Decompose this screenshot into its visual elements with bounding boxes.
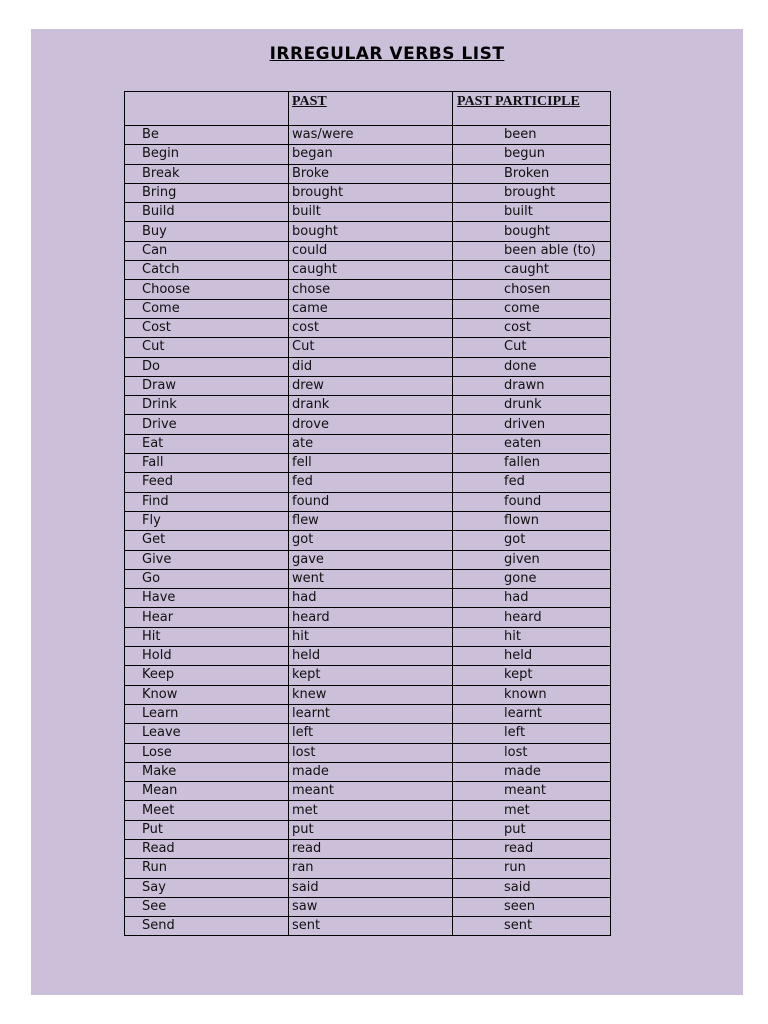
verb-base-form: Drink [125,396,289,415]
verb-base-form: Fall [125,454,289,473]
table-row [125,299,611,318]
verb-past-participle: meant [453,782,611,801]
verb-base-form: Buy [125,222,289,241]
verb-past: ate [289,434,453,453]
table-row [125,396,611,415]
verb-base-form: Catch [125,261,289,280]
verb-past-participle: run [453,859,611,878]
verb-past: left [289,724,453,743]
verb-past-participle: eaten [453,434,611,453]
verb-past-participle: found [453,492,611,511]
verb-base-form: Bring [125,183,289,202]
verb-past-participle: known [453,685,611,704]
header-past: PAST [289,92,453,126]
verb-past-participle: made [453,762,611,781]
table-row [125,145,611,164]
verb-past-participle: fallen [453,454,611,473]
verb-past-participle: seen [453,897,611,916]
table-row [125,569,611,588]
table-row [125,878,611,897]
table-row [125,666,611,685]
verb-past-participle: sent [453,917,611,936]
verb-base-form: Learn [125,704,289,723]
verb-past-participle: Broken [453,164,611,183]
verb-base-form: Break [125,164,289,183]
verb-past: came [289,299,453,318]
verb-past: cost [289,318,453,337]
verb-past: knew [289,685,453,704]
verb-past: sent [289,917,453,936]
table-row [125,318,611,337]
verb-base-form: Run [125,859,289,878]
header-base-form [125,92,289,126]
table-row [125,801,611,820]
table-row [125,454,611,473]
verb-base-form: Cost [125,318,289,337]
table-row [125,280,611,299]
table-row [125,647,611,666]
verb-past: learnt [289,704,453,723]
verb-past: flew [289,511,453,530]
verb-past: found [289,492,453,511]
verb-base-form: Do [125,357,289,376]
verb-past: drove [289,415,453,434]
verb-base-form: Leave [125,724,289,743]
verb-past-participle: met [453,801,611,820]
verb-past-participle: lost [453,743,611,762]
verb-past: went [289,569,453,588]
verb-past: built [289,203,453,222]
table-row [125,704,611,723]
verb-base-form: Give [125,550,289,569]
verb-base-form: Find [125,492,289,511]
verb-past: began [289,145,453,164]
verb-past-participle: gone [453,569,611,588]
table-row [125,126,611,145]
verb-past: kept [289,666,453,685]
verb-base-form: Feed [125,473,289,492]
verb-base-form: Go [125,569,289,588]
verb-past: caught [289,261,453,280]
verb-past-participle: heard [453,608,611,627]
verb-base-form: Meet [125,801,289,820]
table-row [125,917,611,936]
verb-past-participle: caught [453,261,611,280]
verb-past: got [289,531,453,550]
table-row [125,782,611,801]
table-row [125,627,611,646]
document-page [31,29,743,995]
verb-past: gave [289,550,453,569]
verb-past: lost [289,743,453,762]
verb-base-form: Begin [125,145,289,164]
verb-base-form: Drive [125,415,289,434]
verb-base-form: Keep [125,666,289,685]
verb-past: ran [289,859,453,878]
verb-base-form: Put [125,820,289,839]
verb-base-form: Draw [125,376,289,395]
verb-past: made [289,762,453,781]
verb-past: meant [289,782,453,801]
verb-base-form: Be [125,126,289,145]
verb-past-participle: kept [453,666,611,685]
verb-past-participle: come [453,299,611,318]
table-row [125,839,611,858]
verb-past-participle: had [453,589,611,608]
verb-past-participle: been [453,126,611,145]
verb-past-participle: driven [453,415,611,434]
verb-past: met [289,801,453,820]
verb-base-form: Make [125,762,289,781]
verb-past: said [289,878,453,897]
verb-base-form: Read [125,839,289,858]
verb-past-participle: read [453,839,611,858]
verb-past-participle: built [453,203,611,222]
verb-base-form: Know [125,685,289,704]
verb-past: brought [289,183,453,202]
verb-past-participle: been able (to) [453,241,611,260]
header-past-participle: PAST PARTICIPLE [453,92,611,126]
table-row [125,261,611,280]
verb-past-participle: said [453,878,611,897]
table-row [125,492,611,511]
table-row [125,511,611,530]
page-title: IRREGULAR VERBS LIST [269,44,505,64]
verb-past: had [289,589,453,608]
verb-past: hit [289,627,453,646]
verb-base-form: See [125,897,289,916]
verb-past: Cut [289,338,453,357]
verb-past: drank [289,396,453,415]
verb-past-participle: given [453,550,611,569]
verb-past: Broke [289,164,453,183]
verb-past-participle: drunk [453,396,611,415]
verb-past: fell [289,454,453,473]
table-row [125,376,611,395]
verb-past-participle: cost [453,318,611,337]
table-row [125,241,611,260]
verb-past-participle: put [453,820,611,839]
verbs-table [124,91,611,936]
table-row [125,222,611,241]
verb-base-form: Mean [125,782,289,801]
verb-past-participle: begun [453,145,611,164]
table-row [125,724,611,743]
table-row [125,550,611,569]
verb-base-form: Eat [125,434,289,453]
verb-past: read [289,839,453,858]
verb-past-participle: bought [453,222,611,241]
verb-past: saw [289,897,453,916]
verb-past-participle: got [453,531,611,550]
verb-base-form: Have [125,589,289,608]
table-row [125,183,611,202]
verb-past: did [289,357,453,376]
verb-base-form: Hear [125,608,289,627]
table-row [125,434,611,453]
verb-base-form: Hold [125,647,289,666]
verb-base-form: Lose [125,743,289,762]
verb-past: heard [289,608,453,627]
verb-past-participle: drawn [453,376,611,395]
verb-past-participle: Cut [453,338,611,357]
verb-base-form: Cut [125,338,289,357]
table-row [125,897,611,916]
table-row [125,743,611,762]
table-row [125,859,611,878]
table-row [125,762,611,781]
verb-past: drew [289,376,453,395]
table-header-row [125,92,611,126]
verb-base-form: Say [125,878,289,897]
verb-past-participle: fed [453,473,611,492]
verb-past-participle: done [453,357,611,376]
verb-past-participle: chosen [453,280,611,299]
verb-base-form: Hit [125,627,289,646]
verb-past-participle: brought [453,183,611,202]
table-row [125,338,611,357]
verb-past: bought [289,222,453,241]
verb-base-form: Get [125,531,289,550]
verb-past: held [289,647,453,666]
table-row [125,531,611,550]
verb-past: chose [289,280,453,299]
table-row [125,357,611,376]
verb-past-participle: flown [453,511,611,530]
verb-past-participle: hit [453,627,611,646]
verb-base-form: Come [125,299,289,318]
table-row [125,203,611,222]
verb-past-participle: held [453,647,611,666]
table-row [125,473,611,492]
table-row [125,415,611,434]
verb-base-form: Send [125,917,289,936]
table-row [125,589,611,608]
verb-past: could [289,241,453,260]
table-row [125,164,611,183]
verb-past-participle: left [453,724,611,743]
table-row [125,685,611,704]
verb-past-participle: learnt [453,704,611,723]
verb-past: put [289,820,453,839]
table-row [125,820,611,839]
verb-base-form: Build [125,203,289,222]
verb-base-form: Fly [125,511,289,530]
verb-past: fed [289,473,453,492]
verb-past: was/were [289,126,453,145]
verb-base-form: Can [125,241,289,260]
verb-base-form: Choose [125,280,289,299]
table-row [125,608,611,627]
